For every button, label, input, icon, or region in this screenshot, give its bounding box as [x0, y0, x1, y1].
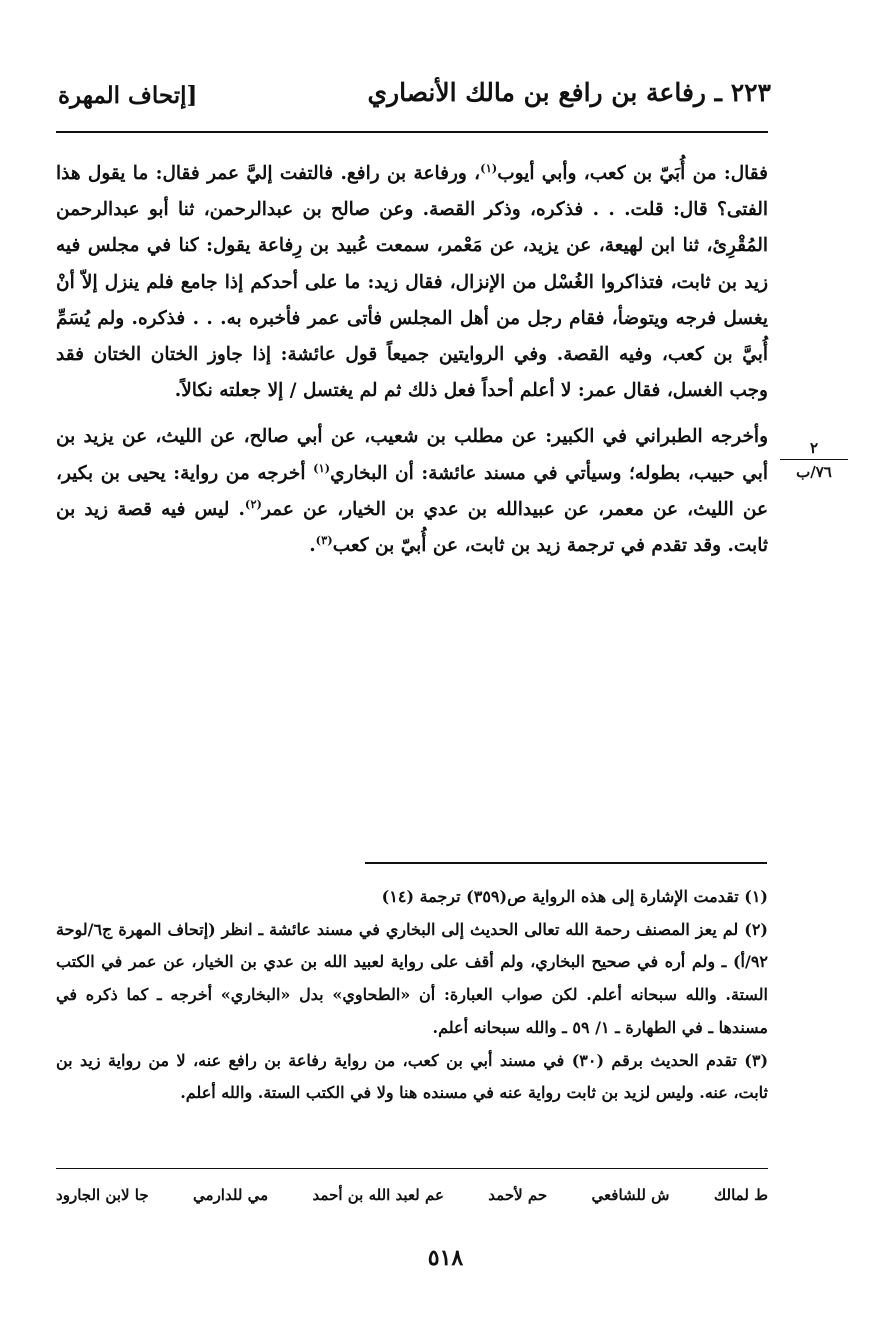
footnote-3: (٣) تقدم الحديث برقم (٣٠) في مسند أبي بن كعب، من رواية رفاعة بن رافع عنه، لا من رواية زيد بن ثابت، عنه. وليس لزيد بن ثابت رواية عنه في مسنده هنا ولا في الكتب الستة. والله أعلم.	[56, 1050, 769, 1103]
margin-number: ٢	[809, 439, 819, 457]
main-text	[56, 156, 768, 564]
footnote-2: (٢) لم يعز المصنف رحمة الله تعالى الحديث إلى البخاري في مسند عائشة ـ انظر (إتحاف المهرة ج٦/لوحة ٩٢/أ) ـ ولم أره في صحيح البخاري، ولم أقف على رواية لعبيد الله بن عدي بن الخيار، عن عمر في الكتب الستة. والله سبحانه أعلم. لكن صواب العبارة: أن «الطحاوي» بدل «البخاري» أخرجه ـ كما ذكره في مسندها ـ في الطهارة ـ ١/ ٥٩ ـ والله سبحانه أعلم.	[56, 919, 769, 1037]
abbreviation-item: ط لمالك	[713, 1186, 768, 1204]
abbreviation-item: حم لأحمد	[488, 1186, 548, 1204]
running-header-title: ٢٢٣ ـ رفاعة بن رافع بن مالك الأنصاري	[367, 78, 771, 107]
running-header-book: [إتحاف المهرة	[58, 82, 198, 109]
paragraph-2	[56, 419, 768, 564]
margin-folio-ref: ٧٦/ب	[796, 463, 832, 481]
footnote-ref: (١)	[480, 160, 498, 175]
page-number: ٥١٨	[427, 1245, 464, 1271]
footnotes	[56, 881, 768, 1110]
text-run: أخرجه من رواية: يحيى بن بكير، عن الليث، عن معمر، عن عبيدالله بن عدي بن الخيار، عن عمر	[56, 462, 768, 520]
text-run: ، ورفاعة بن رافع. فالتفت إليَّ عمر فقال: ما يقول هذا الفتى؟ قال: قلت. . . فذكره، وذكر القصة. وعن صالح بن عبدالرحمن، ثنا أبو عبدالرحمن المُقْرِئ، ثنا ابن لهيعة، عن يزيد، عن مَعْمر، سمعت عُبيد بن رِفاعة يقول: كنا في مجلس فيه زيد بن ثابت، فتذاكروا الغُسْل من الإنزال، فقال زيد: ما على أحدكم إذا جامع فلم ينزل إلاّ أنْ يغسل فرجه ويتوضأ، فقام رجل من أهل المجلس فأتى عمر فأخبره به. . . فذكره. ولم يُسَمِّ أُبيَّ بن كعب، وفيه القصة. وفي الروايتين جميعاً قول عائشة: إذا جاوز الختان الختان فقد وجب الغسل، فقال عمر: لا أعلم أحداً فعل ذلك ثم لم يغتسل / إلا جعلته نكالاً.	[56, 163, 768, 402]
footnote-ref: (٣)	[315, 532, 333, 547]
text-run: .	[309, 535, 316, 557]
paragraph-1	[56, 156, 768, 409]
abbreviation-item: ش للشافعي	[591, 1186, 670, 1204]
header-divider	[56, 131, 768, 133]
abbreviation-item: جا لابن الجارود	[56, 1186, 149, 1204]
text-run: وأخرجه الطبراني في الكبير: عن مطلب بن شعيب، عن أبي صالح، عن الليث، عن يزيد بن أبي حبيب، بطوله؛ وسيأتي في مسند عائشة: أن البخاري	[56, 426, 768, 484]
abbreviation-item: عم لعبد الله بن أحمد	[312, 1186, 444, 1204]
manuscript-folio-note	[776, 439, 852, 481]
footnote-1: (١) تقدمت الإشارة إلى هذه الرواية ص(٣٥٩) ترجمة (١٤)	[381, 887, 768, 906]
footnote-divider	[365, 862, 767, 864]
margin-divider	[780, 459, 848, 460]
footnote-ref: (١)	[313, 460, 331, 475]
text-run: . ليس فيه قصة زيد بن ثابت. وقد تقدم في ترجمة زيد بن ثابت، عن أُبيّ بن كعب	[56, 498, 768, 557]
abbreviation-item: مي للدارمي	[193, 1186, 269, 1204]
text-run: فقال: من أُبَيّ بن كعب، وأبي أيوب	[497, 163, 768, 184]
footnote-ref: (٢)	[244, 496, 262, 511]
abbreviations-divider	[56, 1168, 768, 1169]
abbreviations-key	[56, 1186, 768, 1204]
